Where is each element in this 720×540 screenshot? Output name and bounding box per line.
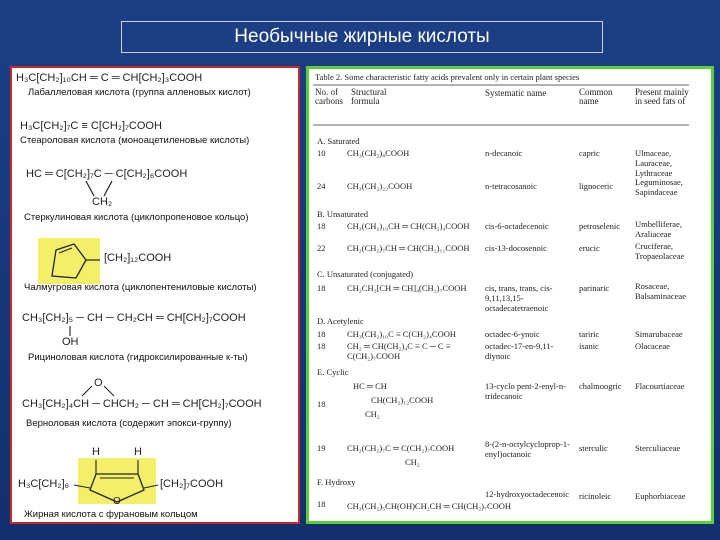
table-row-cell: 13-cyclo pent-2-enyl-n-tridecanoic <box>485 381 566 401</box>
table-row-cell: capric <box>579 148 600 158</box>
furan-chain-right: [CH₂]₇COOH <box>160 478 224 490</box>
header-carbons: No. of carbons <box>315 87 343 106</box>
table-row-cell: CH₃(CH₂)₅CH(OH)CH₂CH ═ CH(CH₂)₇COOH <box>347 501 512 511</box>
cyclopentene-bottom: CH₂ <box>365 409 380 419</box>
ricinoleic-formula: CH₃[CH₂]₅ ─ CH ─ CH₂CH ═ CH[CH₂]₇COOH <box>22 312 246 324</box>
table-row-cell: 10 <box>317 148 326 158</box>
table-row-cell: erucic <box>579 243 600 253</box>
table-row-cell: 18 <box>317 221 326 231</box>
unusual-fatty-acids-panel <box>10 66 300 524</box>
table-row-cell: Simarubaceae <box>635 329 683 339</box>
sterculic-formula: HC ═ C[CH₂]₇C ─ C[CH₂]₆COOH <box>26 168 188 180</box>
table-row-cell: 12-hydroxyoctadecenoic <box>485 489 570 499</box>
fatty-acids-table-panel <box>306 66 714 524</box>
cyclopropene-ch2: CH₂ <box>405 457 420 467</box>
section-acetylenic: D. Acetylenic <box>317 316 364 326</box>
table-row-cell: CH₃(CH₂)₁₀C ≡ C(CH₂)₄COOH <box>347 329 456 339</box>
furan-chain-left: H₃C[CH₂]₆ <box>18 478 70 490</box>
table-row-cell: Sterculiaceae <box>635 443 681 453</box>
table-row-cell: tariric <box>579 329 600 339</box>
table-row-cell: parinaric <box>579 283 610 293</box>
table-row-cell: Euphorbiaceae <box>635 491 686 501</box>
section-unsaturated: B. Unsaturated <box>317 209 368 219</box>
table-row-cell: 18 <box>317 329 326 339</box>
table-row-cell: 18 <box>317 341 326 351</box>
stearolic-caption: Стеароловая кислота (моноацетиленовые кислоты) <box>20 135 250 146</box>
ricinoleic-caption: Рициноловая кислота (гидроксилированные к-ты) <box>28 352 248 363</box>
table-row-cell: CH₃(CH₂)₂₂COOH <box>347 181 413 191</box>
table-row-cell: n-decanoic <box>485 148 523 158</box>
table-row-cell: Cruciferae, Tropaeolaceae <box>635 241 685 261</box>
furan-h-left: H <box>92 446 100 458</box>
table-row-cell: CH₃(CH₂)₁₀CH ═ CH(CH₂)₄COOH <box>347 221 470 231</box>
chaulmoogric-caption: Чалмугровая кислота (циклопентениловые кислоты) <box>24 282 257 293</box>
table-caption: Table 2. Some characteristic fatty acids prevalent only in certain plant species <box>315 72 580 82</box>
table-row-cell: CH₂ ═ CH(CH₂)₄C ≡ C ─ C ≡ C(CH₂)₇COOH <box>347 341 451 361</box>
table-row-cell: cis-6-octadecenoic <box>485 221 549 231</box>
table-row-cell: ricinoleic <box>579 491 612 501</box>
cyclopropene-bond <box>104 181 112 196</box>
table-row-cell: Leguminosae, Sapindaceae <box>635 177 683 197</box>
table-row-cell: petroselenic <box>579 221 621 231</box>
furan-o: O <box>113 496 121 507</box>
table-row-cell: Flacourtiaceae <box>635 381 685 391</box>
table-row-cell: 19 <box>317 443 326 453</box>
table-row-cell: Olacaceae <box>635 341 670 351</box>
table-row-cell: 22 <box>317 243 326 253</box>
slide-title-box <box>121 21 603 53</box>
table-row-cell: chalmoogric <box>579 381 622 391</box>
table-row-cell: octadec-17-en-9,11-diynoic <box>485 341 554 361</box>
cyclopropene-bond <box>86 181 94 196</box>
furan-caption: Жирная кислота с фурановым кольцом <box>24 509 198 520</box>
table-row-cell: Umbelliferae, Araliaceae <box>635 219 682 239</box>
vernolic-o: O <box>94 377 103 389</box>
header-formula: Structural formula <box>351 87 387 106</box>
table-row-cell: lignoceric <box>579 181 613 191</box>
table-row-cell: CH₃(CH₂)₈COOH <box>347 148 410 158</box>
section-saturated: A. Saturated <box>317 136 360 146</box>
table-row-cell: CH₃CH₂[CH ═ CH]₄(CH₂)₇COOH <box>347 283 467 293</box>
table-row-cell: CH₃(CH₂)₇CH ═ CH(CH₂)₁₁COOH <box>347 243 470 253</box>
table-row-cell: n-tetracosanoic <box>485 181 537 191</box>
table-row-cell: Ulmaceae, Lauraceae, Lythraceae <box>635 148 673 178</box>
sterculic-ch2: CH₂ <box>92 196 113 208</box>
table-row-cell: cis-13-docosenoic <box>485 243 547 253</box>
table-row-cell: cis, trans, trans, cis-9,11,13,15-octadecatetraenoic <box>485 283 553 313</box>
table-row-cell: 18 <box>317 399 326 409</box>
vernolic-formula: CH₃[CH₂]₄CH ─ CHCH₂ ─ CH ═ CH[CH₂]₇COOH <box>22 398 262 410</box>
sterculic-caption: Стеркулиновая кислота (циклопропеновое кольцо) <box>24 212 249 223</box>
ricinoleic-oh: OH <box>62 336 79 348</box>
table-row-cell: CH(CH₂)₁₂COOH <box>371 395 434 405</box>
cyclopentene-top: HC ═ CH <box>353 381 387 391</box>
epoxide-bond <box>104 386 114 396</box>
header-systematic: Systematic name <box>485 88 547 98</box>
table-row-cell: octadec-6-ynoic <box>485 329 540 339</box>
vernolic-caption: Верноловая кислота (содержит эпокси-группу) <box>26 418 232 429</box>
table-row-cell: 24 <box>317 181 326 191</box>
section-conjugated: C. Unsaturated (conjugated) <box>317 269 414 279</box>
furan-h-right: H <box>134 446 142 458</box>
table-row-cell: Rosaceae, Balsaminaceae <box>635 281 686 301</box>
section-cyclic: E. Cyclic <box>317 367 349 377</box>
section-hydroxy: F. Hydroxy <box>317 477 356 487</box>
laballenic-caption: Лабаллеловая кислота (группа алленовых кислот) <box>28 87 251 98</box>
chaulmoogric-formula: [CH₂]₁₂COOH <box>104 252 172 264</box>
epoxide-bond <box>82 386 92 396</box>
slide-title: Необычные жирные кислоты <box>234 26 490 47</box>
table-row-cell: 18 <box>317 499 326 509</box>
header-present: Present mainly in seed fats of <box>635 87 689 106</box>
table-row-cell: isanic <box>579 341 599 351</box>
stearolic-formula: H₃C[CH₂]₇C ≡ C[CH₂]₇COOH <box>20 120 162 132</box>
table-row-cell: 18 <box>317 283 326 293</box>
laballenic-formula: H₃C[CH₂]₁₀CH ═ C ═ CH[CH₂]₃COOH <box>16 72 203 84</box>
header-common: Common name <box>579 87 613 106</box>
table-row-cell: 8-(2-n-octylcycloprop-1-enyl)octanoic <box>485 439 570 459</box>
table-row-cell: sterculic <box>579 443 608 453</box>
table-row-cell: CH₃(CH₂)₇C ═ C(CH₂)₇COOH <box>347 443 455 453</box>
